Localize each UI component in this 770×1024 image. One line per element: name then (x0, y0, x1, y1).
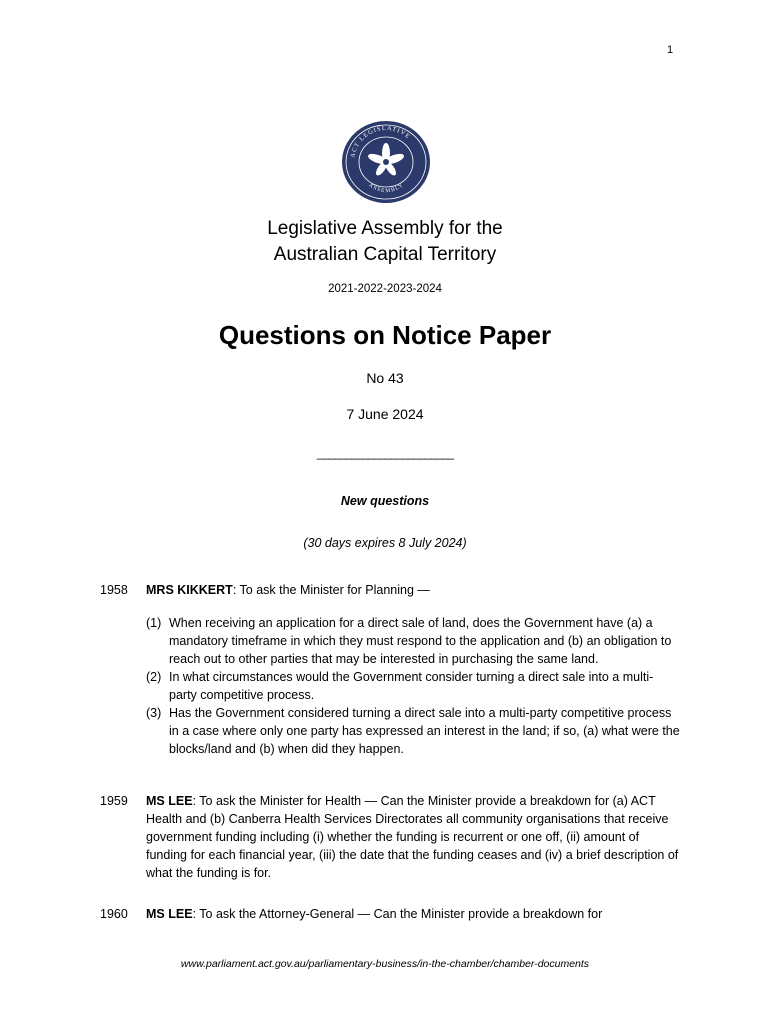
page-number: 1 (667, 44, 674, 56)
assembly-title-line-1: Legislative Assembly for the (267, 218, 503, 239)
question-text: : To ask the Minister for Health — Can the Minister provide a breakdown for (a) ACT Health and (b) Canberra Health Services Directorates all community organisations that receive government funding including (i) whether the funding is recurrent or one off, (ii) amount of funding for each financial year, (iii) the date that the funding ceases and (iv) a brief description of what the funding is for. (146, 794, 679, 880)
question-items (146, 614, 680, 758)
assembly-title-line-2: Australian Capital Territory (273, 244, 497, 265)
question-text: : To ask the Minister for Planning — (232, 583, 430, 597)
item-text: Has the Government considered turning a direct sale into a multi-party competitive process in a case where only one party has expressed an interest in the land; if so, (a) what were the blocks/land and (b) when did they happen. (169, 706, 680, 756)
expiry-note: (30 days expires 8 July 2024) (303, 536, 467, 550)
paper-date: 7 June 2024 (346, 406, 424, 422)
question-item (146, 668, 680, 704)
item-text: When receiving an application for a direct sale of land, does the Government have (a) a mandatory timeframe in which they must respond to the application and (b) an obligation to reach out to other parties that may be interested in purchasing the same land. (169, 616, 672, 666)
assembly-title (0, 216, 770, 268)
question-asker: MS LEE (146, 794, 193, 808)
section-heading: New questions (340, 494, 430, 508)
question-intro (146, 905, 680, 923)
paper-number: No 43 (366, 370, 404, 386)
separator-line: ________________________ (316, 446, 454, 460)
question-item (146, 704, 680, 758)
question-asker: MRS KIKKERT (146, 583, 233, 597)
item-label: (3) (146, 706, 162, 720)
question-number: 1958 (100, 583, 128, 597)
svg-text:ACT LEGISLATIVE: ACT LEGISLATIVE (349, 124, 412, 159)
question-number: 1959 (100, 794, 128, 808)
question-text: : To ask the Attorney-General — Can the Minister provide a breakdown for (192, 907, 603, 921)
question-intro (146, 792, 680, 882)
paper-title: Questions on Notice Paper (218, 320, 552, 350)
act-legislative-assembly-seal-icon (340, 120, 432, 204)
question-item (146, 614, 680, 668)
question-asker: MS LEE (146, 907, 193, 921)
item-text: In what circumstances would the Government consider turning a direct sale into a multi-party competitive process. (169, 670, 654, 702)
svg-text:ASSEMBLY: ASSEMBLY (367, 181, 406, 195)
item-label: (2) (146, 670, 162, 684)
question-number: 1960 (100, 907, 128, 921)
assembly-years: 2021-2022-2023-2024 (328, 283, 442, 295)
question-intro (146, 581, 680, 599)
footer-url: www.parliament.act.gov.au/parliamentary-business/in-the-chamber/chamber-documents (180, 958, 590, 970)
item-label: (1) (146, 616, 162, 630)
